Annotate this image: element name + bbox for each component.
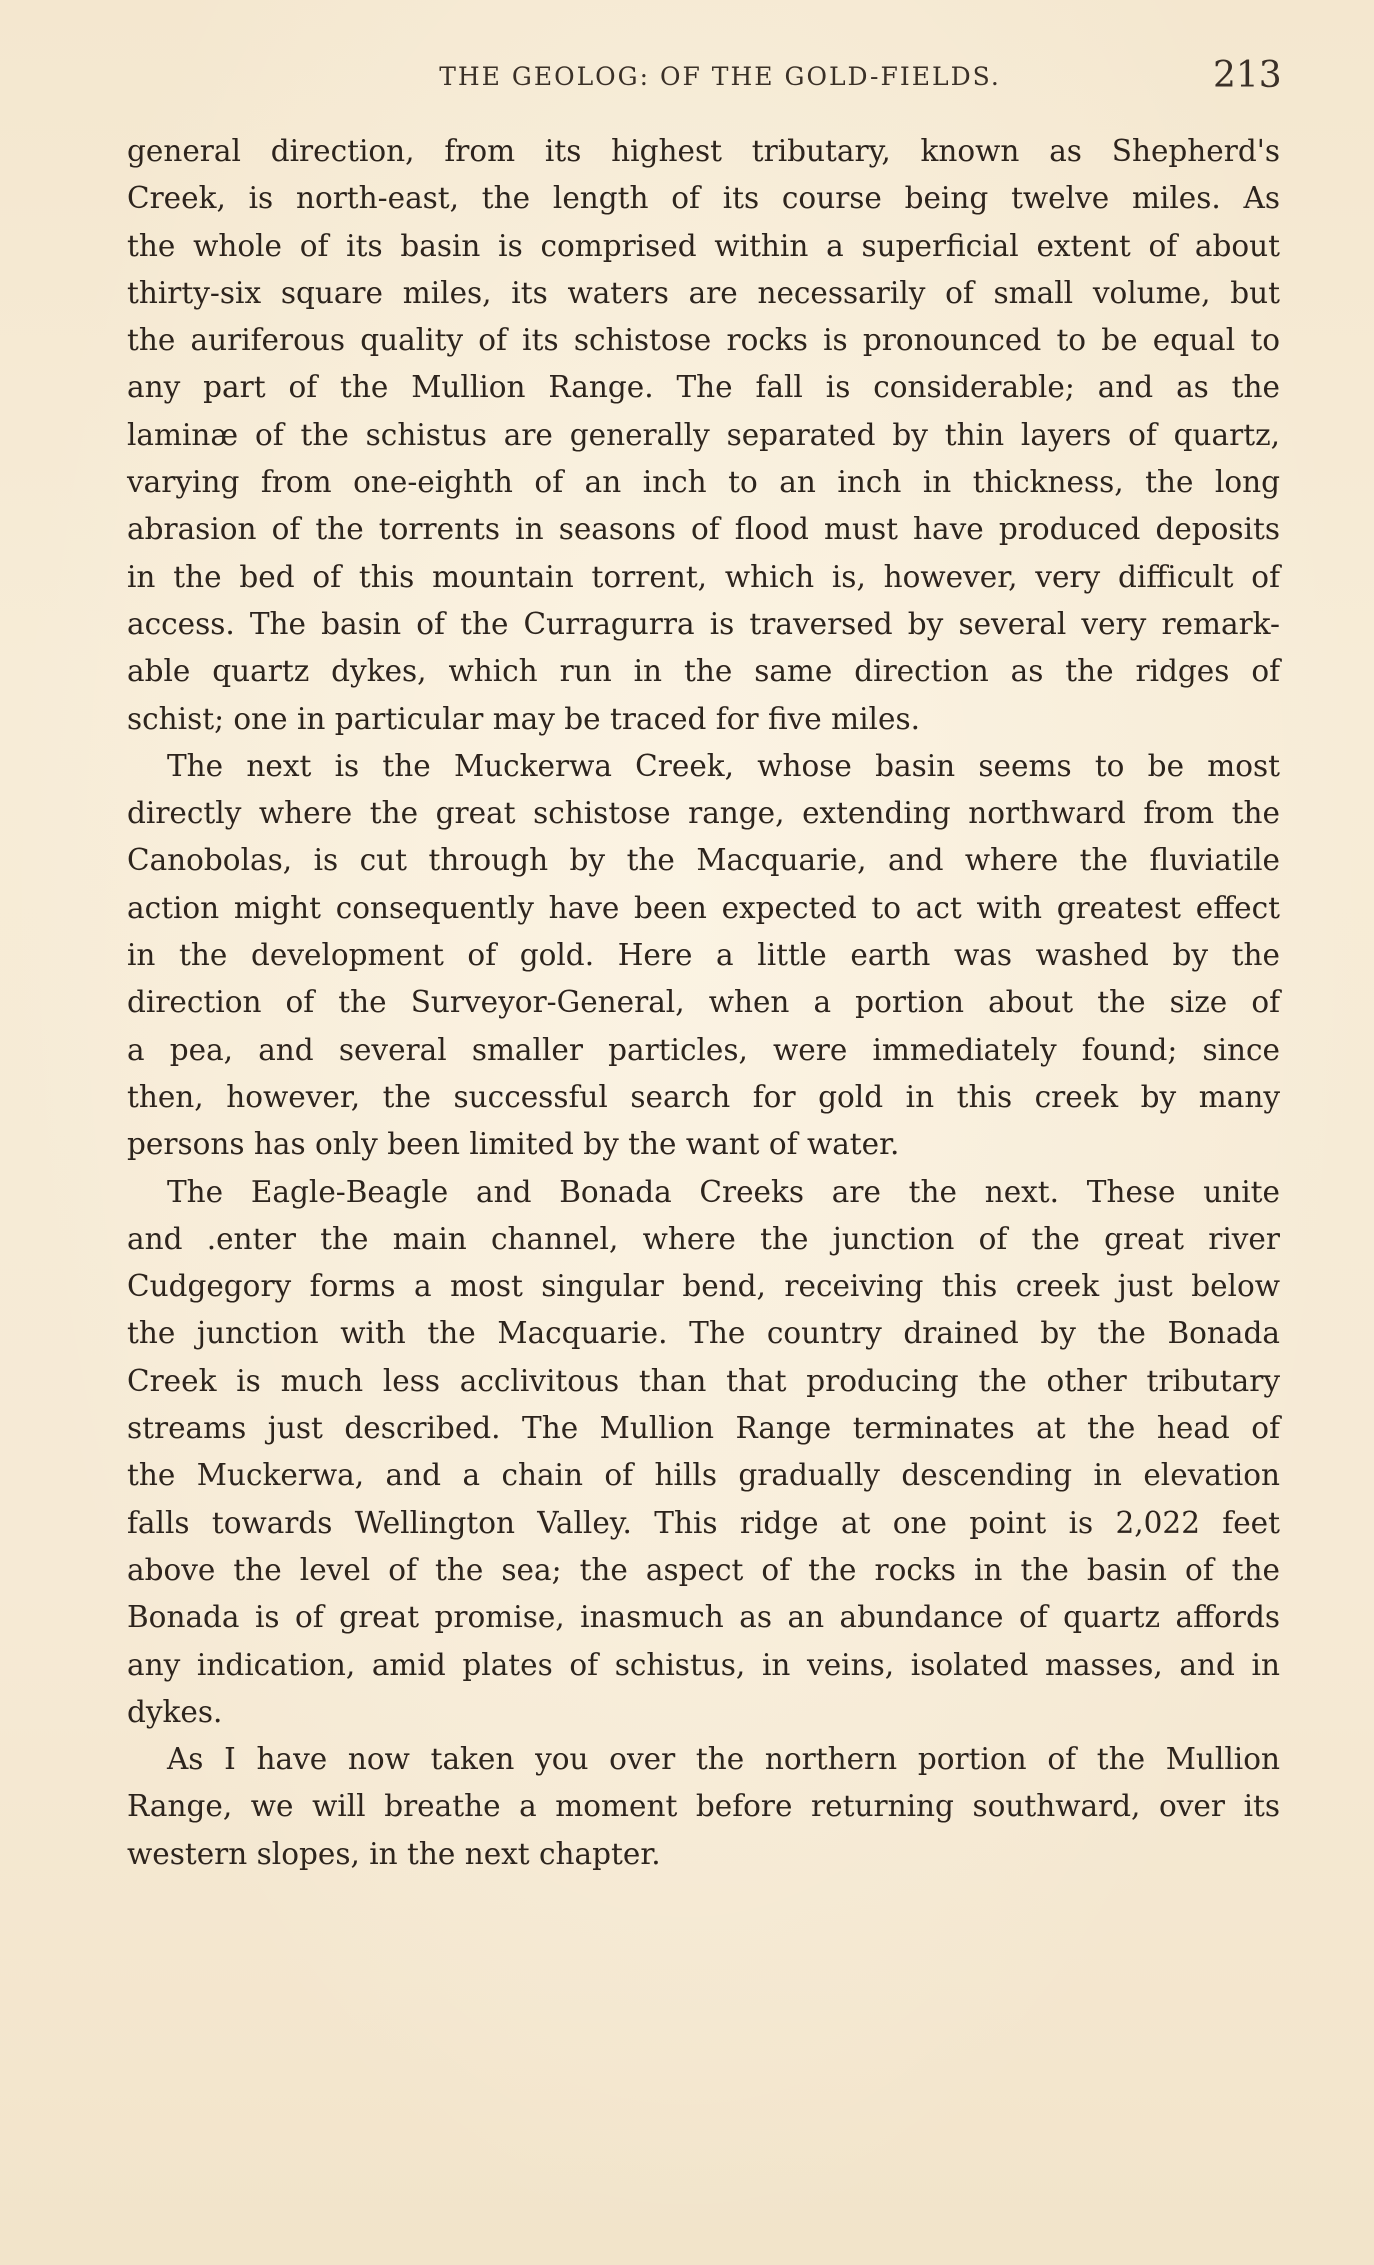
text-line: and .enter the main channel, where the junction of the great river <box>127 1221 1280 1256</box>
text-line: western slopes, in the next chapter. <box>127 1836 661 1871</box>
running-head: THE GEOLOG: OF THE GOLD-FIELDS. <box>439 62 1001 91</box>
text-line: abrasion of the torrents in seasons of flood must have produced deposits <box>127 512 1280 547</box>
text-line: any indication, amid plates of schistus, in veins, isolated masses, and in <box>127 1647 1280 1682</box>
text-line: a pea, and several smaller particles, were immediately found; since <box>127 1032 1280 1067</box>
text-line: persons has only been limited by the want of water. <box>127 1127 900 1162</box>
text-line: Range, we will breathe a moment before returning southward, over its <box>127 1789 1280 1824</box>
text-line: the whole of its basin is comprised within a superficial extent of about <box>127 228 1280 263</box>
text-line: in the development of gold. Here a little earth was washed by the <box>127 938 1280 973</box>
text-line: in the bed of this mountain torrent, which is, however, very difficult of <box>127 559 1280 594</box>
text-line: falls towards Wellington Valley. This ridge at one point is 2,022 feet <box>127 1505 1280 1540</box>
text-line: then, however, the successful search for gold in this creek by many <box>127 1079 1280 1114</box>
text-line: streams just described. The Mullion Range terminates at the head of <box>127 1411 1280 1446</box>
text-line: laminæ of the schistus are generally separated by thin layers of quartz, <box>127 417 1280 452</box>
text-line: thirty-six square miles, its waters are necessarily of small volume, but <box>127 275 1280 310</box>
text-line: any part of the Mullion Range. The fall is considerable; and as the <box>127 370 1280 405</box>
paragraph-start-line: The next is the Muckerwa Creek, whose basin seems to be most <box>167 748 1280 783</box>
text-line: the Muckerwa, and a chain of hills gradually descending in elevation <box>127 1458 1280 1493</box>
text-line: Creek is much less acclivitous than that producing the other tributary <box>127 1363 1280 1398</box>
paragraph-start-line: As I have now taken you over the northern portion of the Mullion <box>167 1742 1280 1777</box>
paragraph-start-line: The Eagle-Beagle and Bonada Creeks are the next. These unite <box>167 1174 1280 1209</box>
text-line: dykes. <box>127 1694 223 1729</box>
text-line: schist; one in particular may be traced for five miles. <box>127 701 920 736</box>
text-line: directly where the great schistose range, extending northward from the <box>127 796 1280 831</box>
text-line: Bonada is of great promise, inasmuch as an abundance of quartz affords <box>127 1600 1280 1635</box>
page-number: 213 <box>1213 55 1282 96</box>
body-text <box>127 128 1280 1878</box>
text-line: Canobolas, is cut through by the Macquarie, and where the fluviatile <box>127 843 1280 878</box>
text-line: Creek, is north-east, the length of its course being twelve miles. As <box>127 181 1280 216</box>
text-line: able quartz dykes, which run in the same direction as the ridges of <box>127 654 1280 689</box>
text-line: direction of the Surveyor-General, when a portion about the size of <box>127 985 1280 1020</box>
text-line: the junction with the Macquarie. The country drained by the Bonada <box>127 1316 1280 1351</box>
text-line: action might consequently have been expected to act with greatest effect <box>127 890 1280 925</box>
text-line: varying from one-eighth of an inch to an inch in thickness, the long <box>127 465 1280 500</box>
text-line: above the level of the sea; the aspect of the rocks in the basin of the <box>127 1552 1280 1587</box>
text-line: access. The basin of the Curragurra is traversed by several very remark- <box>127 606 1280 641</box>
text-line: Cudgegory forms a most singular bend, receiving this creek just below <box>127 1269 1280 1304</box>
text-line: the auriferous quality of its schistose rocks is pronounced to be equal to <box>127 323 1280 358</box>
text-line: general direction, from its highest tributary, known as Shepherd's <box>127 134 1280 168</box>
